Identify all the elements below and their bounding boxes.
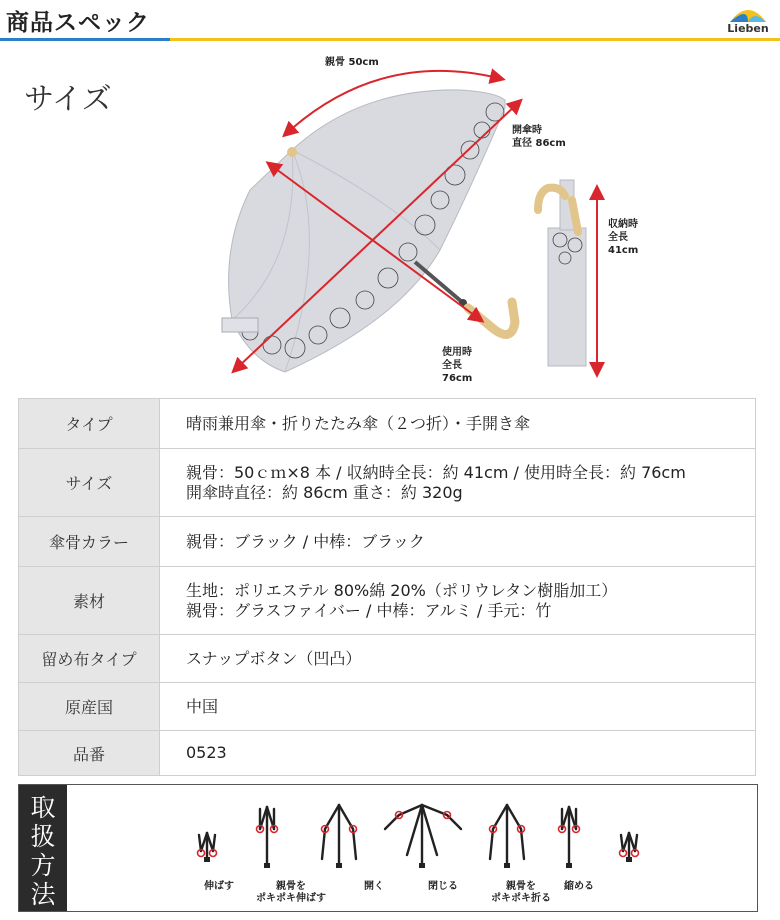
umbrella-diagram (0, 0, 780, 395)
table-row (19, 683, 756, 731)
step-icon-1 (199, 833, 215, 862)
usage-step-label: 縮める (564, 881, 594, 892)
step-icon-2 (260, 807, 274, 868)
step-icon-7 (621, 833, 637, 862)
spec-value: 親骨：ブラック / 中棒：ブラック (160, 517, 756, 567)
spec-key: タイプ (19, 399, 160, 449)
spec-table (18, 398, 756, 776)
open-diameter-label: 開傘時 直径 86cm (512, 125, 566, 149)
step-icon-4 (385, 805, 461, 868)
spec-value: 0523 (160, 731, 756, 776)
logo-text: Lieben (727, 22, 769, 35)
spec-value: 生地：ポリエステル 80%綿 20%（ポリウレタン樹脂加工） 親骨：グラスファイバー / 中棒：アルミ / 手元：竹 (160, 567, 756, 635)
spec-value: 中国 (160, 683, 756, 731)
page-title: 商品スペック (6, 10, 150, 36)
in-use-length-label: 使用時 全長 76cm (442, 347, 473, 384)
folded-umbrella-illustration (538, 180, 586, 366)
spec-key: サイズ (19, 449, 160, 517)
usage-step-label: 伸ばす (204, 881, 234, 892)
table-row (19, 731, 756, 776)
step-icon-6 (562, 807, 576, 868)
spec-key: 留め布タイプ (19, 635, 160, 683)
spec-key: 品番 (19, 731, 160, 776)
step-icon-3 (322, 805, 356, 868)
spec-value: 親骨：50ｃｍ×8 本 / 収納時全長：約 41cm / 使用時全長：約 76cm 開傘時直径：約 86cm 重さ：約 320g (160, 449, 756, 517)
table-row (19, 635, 756, 683)
rib-length-label: 親骨 50cm (325, 57, 379, 68)
size-heading: サイズ (24, 82, 112, 117)
table-row (19, 399, 756, 449)
usage-section (18, 784, 758, 912)
usage-title: 取 扱 方 法 (19, 785, 67, 911)
usage-step-label: 開く (364, 881, 384, 892)
usage-step-label: 閉じる (428, 881, 458, 892)
spec-key: 素材 (19, 567, 160, 635)
usage-step-label: 親骨を ポキポキ伸ばす (256, 881, 326, 904)
spec-value: スナップボタン（凹凸） (160, 635, 756, 683)
step-icon-5 (490, 805, 524, 868)
usage-step-label: 親骨を ポキポキ折る (491, 881, 551, 904)
usage-steps-diagram (67, 785, 757, 877)
open-umbrella-illustration (222, 90, 515, 372)
folded-length-label: 収納時 全長 41cm (608, 219, 639, 256)
spec-key: 傘骨カラー (19, 517, 160, 567)
table-row (19, 567, 756, 635)
spec-value: 晴雨兼用傘・折りたたみ傘（２つ折）・手開き傘 (160, 399, 756, 449)
spec-key: 原産国 (19, 683, 160, 731)
table-row (19, 449, 756, 517)
table-row (19, 517, 756, 567)
